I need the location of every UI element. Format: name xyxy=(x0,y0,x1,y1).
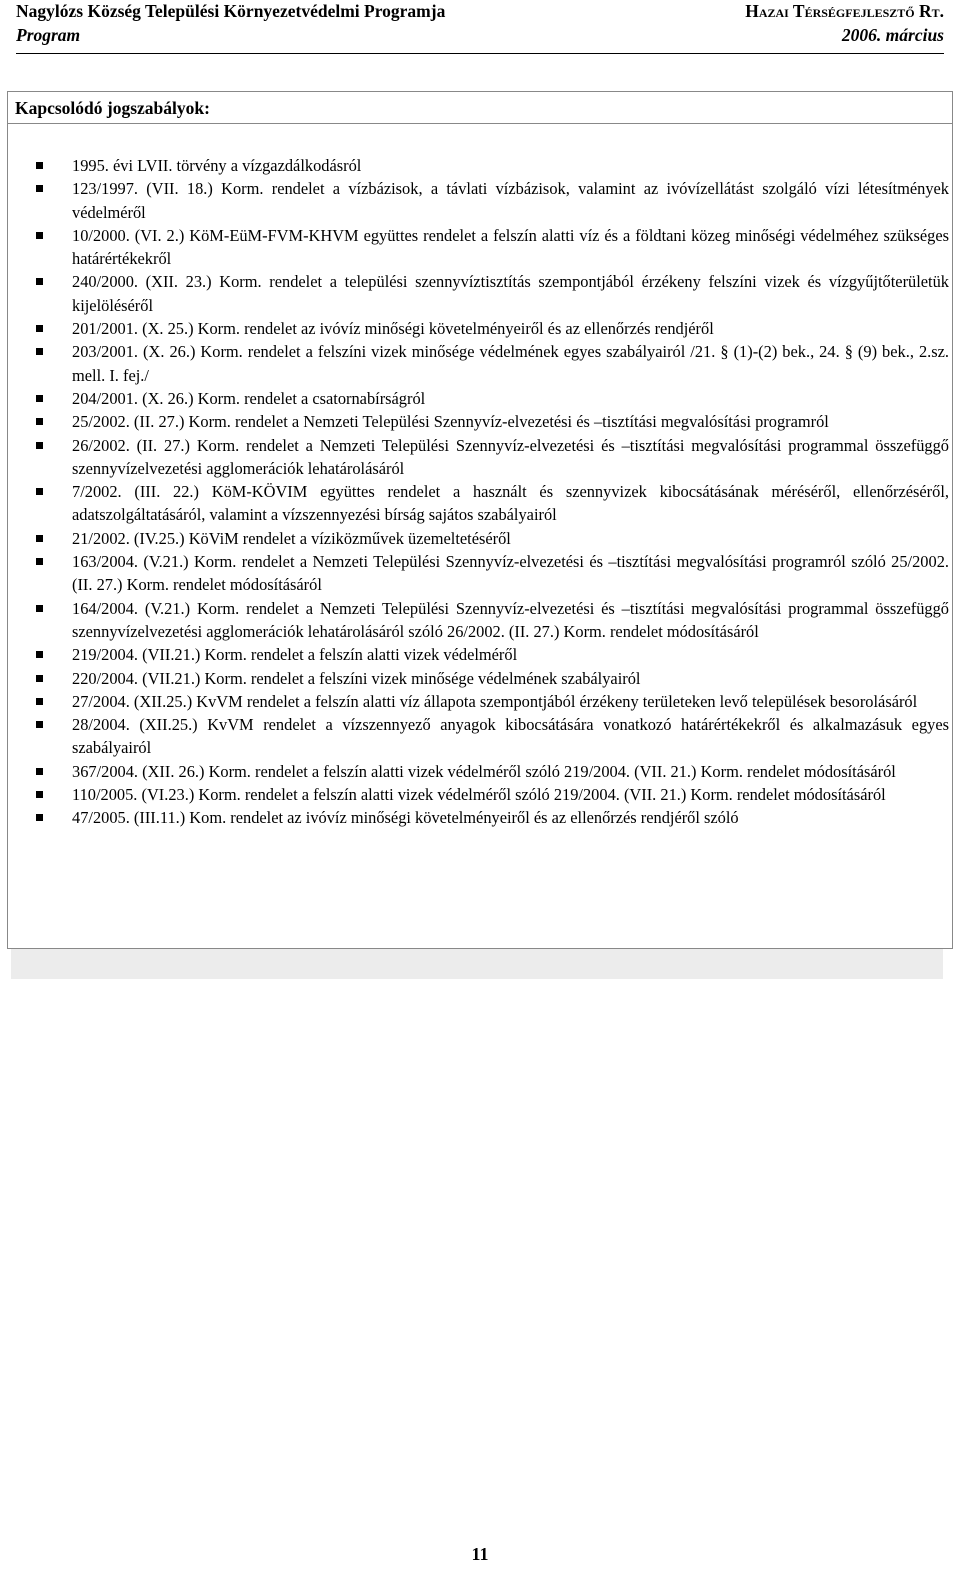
square-bullet-icon xyxy=(36,325,43,332)
list-item xyxy=(36,340,949,387)
list-item-text: 204/2001. (X. 26.) Korm. rendelet a csatornabírságról xyxy=(72,388,426,408)
list-item-text: 123/1997. (VII. 18.) Korm. rendelet a vízbázisok, a távlati vízbázisok, valamint az ivóvízellátást szolgáló vízi létesítmények védelméről xyxy=(72,179,949,222)
square-bullet-icon xyxy=(36,721,43,728)
document-date: 2006. március xyxy=(841,25,944,45)
list-item xyxy=(36,480,949,527)
square-bullet-icon xyxy=(36,395,43,402)
list-item-text: 21/2002. (IV.25.) KöViM rendelet a víziközművek üzemeltetéséről xyxy=(72,528,511,548)
square-bullet-icon xyxy=(36,651,43,658)
list-item-text: 220/2004. (VII.21.) Korm. rendelet a felszíni vizek minősége védelmének szabályairól xyxy=(72,668,641,688)
document-title: Nagylózs Község Települési Környezetvédelmi Programja xyxy=(16,1,446,21)
list-item-text: 367/2004. (XII. 26.) Korm. rendelet a felszín alatti vizek védelméről szóló 219/2004. (VII. 21.) Korm. rendelet módosításáról xyxy=(72,761,896,781)
square-bullet-icon xyxy=(36,418,43,425)
list-item xyxy=(36,783,949,806)
square-bullet-icon xyxy=(36,232,43,239)
legislation-list xyxy=(36,154,949,830)
list-item-text: 203/2001. (X. 26.) Korm. rendelet a felszíni vizek minősége védelmének egyes szabályairól /21. § (1)-(2) bek., 24. § (9) bek., 2.sz. mell. I. fej./ xyxy=(72,342,949,385)
square-bullet-icon xyxy=(36,185,43,192)
list-item xyxy=(36,410,949,433)
list-item xyxy=(36,270,949,317)
list-item xyxy=(36,760,949,783)
square-bullet-icon xyxy=(36,675,43,682)
header-divider xyxy=(16,53,944,54)
list-item xyxy=(36,224,949,271)
square-bullet-icon xyxy=(36,698,43,705)
list-item-text: 47/2005. (III.11.) Kom. rendelet az ivóvíz minőségi követelményeiről és az ellenőrzés rendjéről szóló xyxy=(72,808,739,828)
square-bullet-icon xyxy=(36,605,43,612)
legislation-box xyxy=(7,91,953,949)
square-bullet-icon xyxy=(36,278,43,285)
shaded-footer-band xyxy=(11,949,943,979)
square-bullet-icon xyxy=(36,162,43,169)
square-bullet-icon xyxy=(36,791,43,798)
organization-name: Hazai Térségfejlesztő Rt. xyxy=(745,1,944,21)
list-item xyxy=(36,527,949,550)
page-header xyxy=(16,0,944,50)
square-bullet-icon xyxy=(36,558,43,565)
list-item-text: 10/2000. (VI. 2.) KöM-EüM-FVM-KHVM együttes rendelet a felszín alatti víz és a földtani közeg minőségi védelméhez szükséges határértékekről xyxy=(72,225,949,269)
list-item xyxy=(36,667,949,690)
list-item-text: 25/2002. (II. 27.) Korm. rendelet a Nemzeti Települési Szennyvíz-elvezetési és –tisztítási megvalósítási programról xyxy=(72,412,829,432)
square-bullet-icon xyxy=(36,535,43,542)
list-item xyxy=(36,387,949,410)
list-item xyxy=(36,154,949,177)
list-item xyxy=(36,643,949,666)
list-item-text: 7/2002. (III. 22.) KöM-KÖVIM együttes rendelet a használt és szennyvizek kibocsátásának méréséről, ellenőrzéséről, adatszolgáltatásáról, valamint a vízszennyezési bírság sajátos szabályairól xyxy=(72,482,949,525)
list-item xyxy=(36,434,949,481)
list-item xyxy=(36,597,949,644)
list-item-text: 26/2002. (II. 27.) Korm. rendelet a Nemzeti Települési Szennyvíz-elvezetési és –tisztítási megvalósítási programmal összefüggő szennyvízelvezetési agglomerációk lehatárolásáról xyxy=(72,435,949,478)
square-bullet-icon xyxy=(36,348,43,355)
list-item xyxy=(36,550,949,597)
list-item-text: 164/2004. (V.21.) Korm. rendelet a Nemzeti Települési Szennyvíz-elvezetési és –tisztítási megvalósítási programmal összefüggő szennyvízelvezetési agglomerációk lehatárolásáról szóló 26/2002. (II. 27.) Korm. rendelet módosításáról xyxy=(72,598,949,641)
list-item-text: 27/2004. (XII.25.) KvVM rendelet a felszín alatti víz állapota szempontjából érzékeny területeken levő települések besorolásáról xyxy=(72,691,918,711)
list-item-text: 240/2000. (XII. 23.) Korm. rendelet a települési szennyvíztisztítás szempontjából érzékeny felszíni vizek és vízgyűjtőterületük kijelöléséről xyxy=(72,272,949,315)
list-item xyxy=(36,317,949,340)
list-item xyxy=(36,177,949,224)
list-item-text: 1995. évi LVII. törvény a vízgazdálkodásról xyxy=(72,156,362,175)
list-item-text: 163/2004. (V.21.) Korm. rendelet a Nemzeti Települési Szennyvíz-elvezetési és –tisztítási megvalósítási programról szóló 25/2002. (II. 27.) Korm. rendelet módosításáról xyxy=(72,552,949,595)
square-bullet-icon xyxy=(36,814,43,821)
list-item-text: 219/2004. (VII.21.) Korm. rendelet a felszín alatti vizek védelméről xyxy=(72,645,518,665)
square-bullet-icon xyxy=(36,768,43,775)
list-item xyxy=(36,713,949,760)
list-item-text: 201/2001. (X. 25.) Korm. rendelet az ivóvíz minőségi követelményeiről és az ellenőrzés rendjéről xyxy=(72,319,714,339)
page-number: 11 xyxy=(471,1544,489,1564)
list-item-text: 110/2005. (VI.23.) Korm. rendelet a felszín alatti vizek védelméről szóló 219/2004. (VII. 21.) Korm. rendelet módosításáról xyxy=(72,785,886,805)
list-item xyxy=(36,806,949,829)
list-item xyxy=(36,690,949,713)
list-item-text: 28/2004. (XII.25.) KvVM rendelet a vízszennyező anyagok kibocsátására vonatkozó határértékekről és alkalmazásuk egyes szabályairól xyxy=(72,715,949,758)
document-subtitle: Program xyxy=(16,25,81,45)
section-title: Kapcsolódó jogszabályok: xyxy=(8,92,952,124)
square-bullet-icon xyxy=(36,488,43,495)
square-bullet-icon xyxy=(36,442,43,449)
